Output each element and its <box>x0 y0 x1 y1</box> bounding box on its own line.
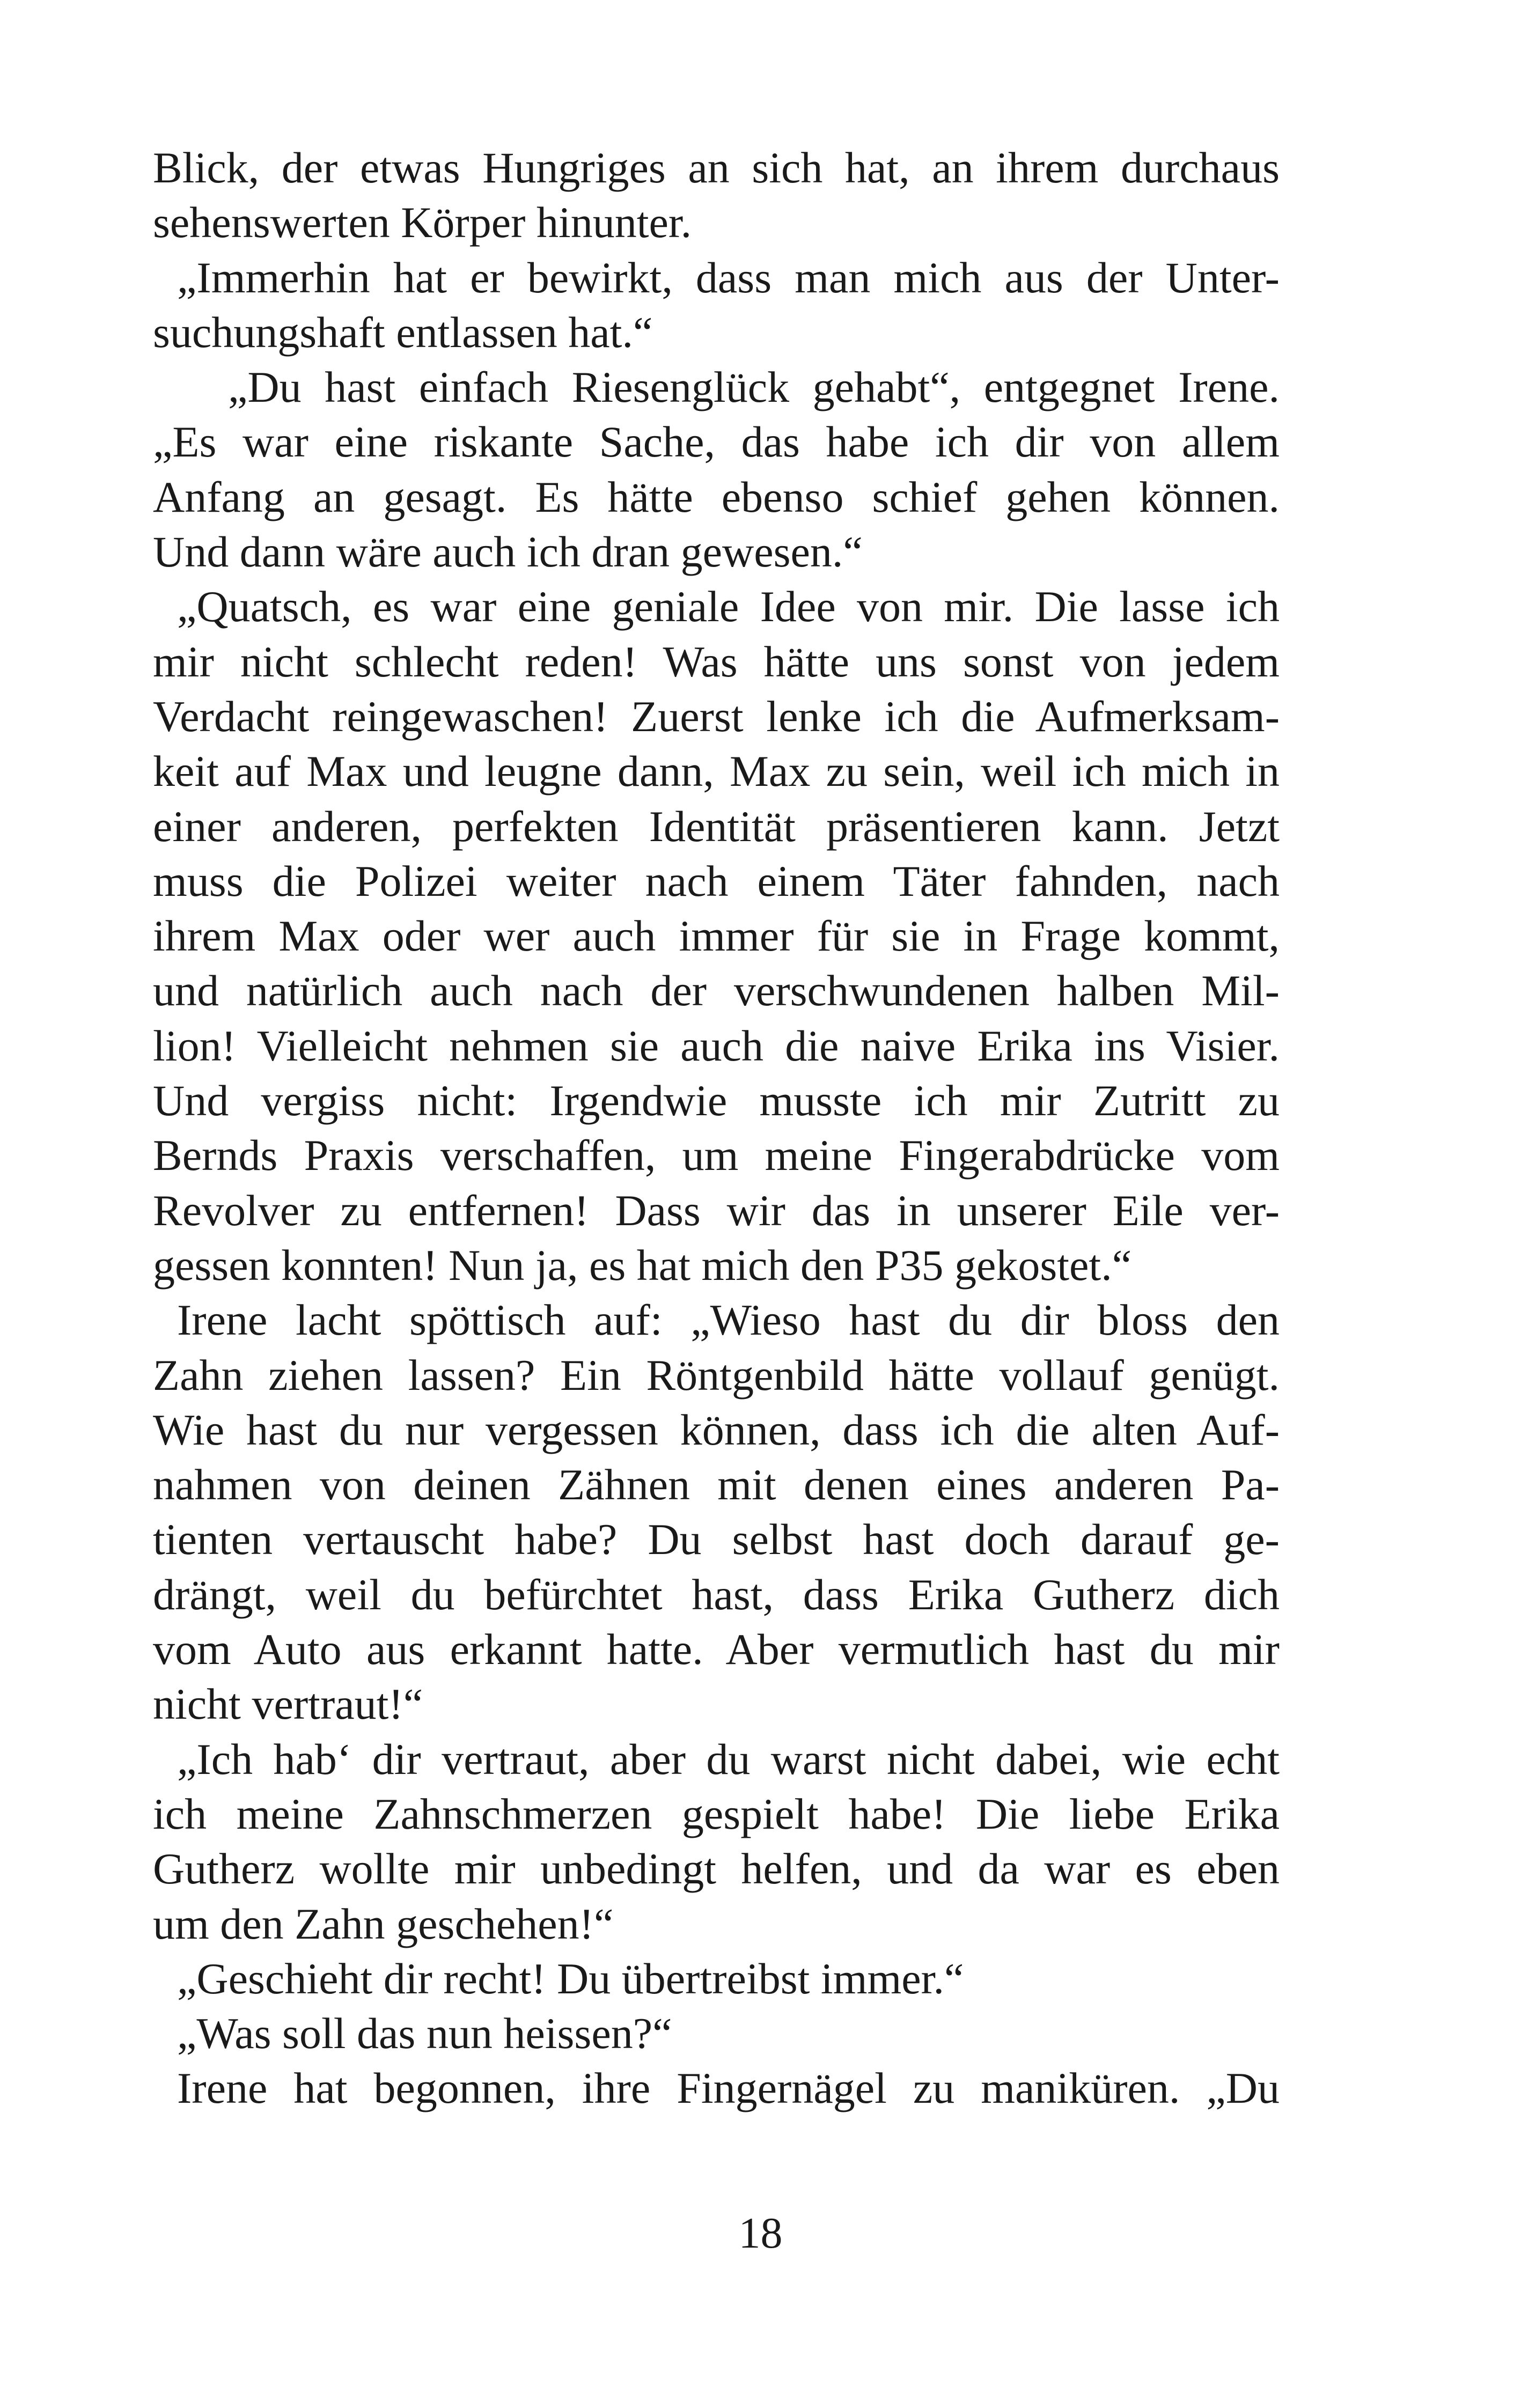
text-line: Gutherz wollte mir unbedingt helfen, und da war es eben <box>153 1844 1280 1894</box>
text-line: mir nicht schlecht reden! Was hätte uns sonst von jedem <box>153 637 1280 686</box>
text-line: Anfang an gesagt. Es hätte ebenso schief gehen können. <box>153 472 1280 521</box>
page-body <box>153 141 1280 2116</box>
text-line: Verdacht reingewaschen! Zuerst lenke ich die Aufmerksam- <box>153 691 1280 741</box>
text-line: einer anderen, perfekten Identität präsentieren kann. Jetzt <box>153 801 1280 851</box>
text-line: nahmen von deinen Zähnen mit denen eines anderen Pa- <box>153 1460 1280 1509</box>
text-line: um den Zahn geschehen!“ <box>153 1899 614 1948</box>
text-line: Blick, der etwas Hungriges an sich hat, an ihrem durchaus <box>153 143 1280 192</box>
text-line: tienten vertauscht habe? Du selbst hast doch darauf ge- <box>153 1515 1280 1564</box>
text-line: „Immerhin hat er bewirkt, dass man mich aus der Unter- <box>177 253 1280 302</box>
text-line: drängt, weil du befürchtet hast, dass Erika Gutherz dich <box>153 1570 1280 1619</box>
text-line: ich meine Zahnschmerzen gespielt habe! Die liebe Erika <box>153 1789 1280 1838</box>
text-line: und natürlich auch nach der verschwundenen halben Mil- <box>153 966 1280 1015</box>
text-line: Irene lacht spöttisch auf: „Wieso hast du dir bloss den <box>177 1295 1280 1345</box>
text-line: sehenswerten Körper hinunter. <box>153 198 692 247</box>
text-line: suchungshaft entlassen hat.“ <box>153 307 653 357</box>
text-line: ihrem Max oder wer auch immer für sie in Frage kommt, <box>153 911 1280 961</box>
text-line: vom Auto aus erkannt hatte. Aber vermutlich hast du mir <box>153 1625 1280 1674</box>
text-line: gessen konnten! Nun ja, es hat mich den P35 gekostet.“ <box>153 1240 1132 1290</box>
text-line: „Du hast einfach Riesenglück gehabt“, entgegnet Irene. <box>228 363 1280 412</box>
text-line: „Was soll das nun heissen?“ <box>177 2009 672 2058</box>
text-line: Revolver zu entfernen! Dass wir das in unserer Eile ver- <box>153 1185 1280 1235</box>
text-line: keit auf Max und leugne dann, Max zu sein, weil ich mich in <box>153 747 1280 796</box>
text-line: Bernds Praxis verschaffen, um meine Fingerabdrücke vom <box>153 1131 1280 1180</box>
text-line: Zahn ziehen lassen? Ein Röntgenbild hätte vollauf genügt. <box>153 1350 1280 1400</box>
text-line: Wie hast du nur vergessen können, dass ich die alten Auf- <box>153 1405 1280 1454</box>
text-line: Und dann wäre auch ich dran gewesen.“ <box>153 527 863 577</box>
text-line: „Geschieht dir recht! Du übertreibst immer.“ <box>177 1954 964 2003</box>
text-line: Irene hat begonnen, ihre Fingernägel zu maniküren. „Du <box>177 2064 1280 2113</box>
text-line: „Ich hab‘ dir vertraut, aber du warst nicht dabei, wie echt <box>177 1734 1280 1784</box>
text-line: lion! Vielleicht nehmen sie auch die naive Erika ins Visier. <box>153 1021 1280 1070</box>
text-line: Und vergiss nicht: Irgendwie musste ich mir Zutritt zu <box>153 1076 1280 1125</box>
page-number: 18 <box>738 2208 783 2257</box>
text-line: „Es war eine riskante Sache, das habe ich dir von allem <box>153 417 1280 467</box>
text-line: muss die Polizei weiter nach einem Täter fahnden, nach <box>153 856 1280 905</box>
text-line: nicht vertraut!“ <box>153 1680 423 1729</box>
text-line: „Quatsch, es war eine geniale Idee von mir. Die lasse ich <box>177 582 1280 631</box>
